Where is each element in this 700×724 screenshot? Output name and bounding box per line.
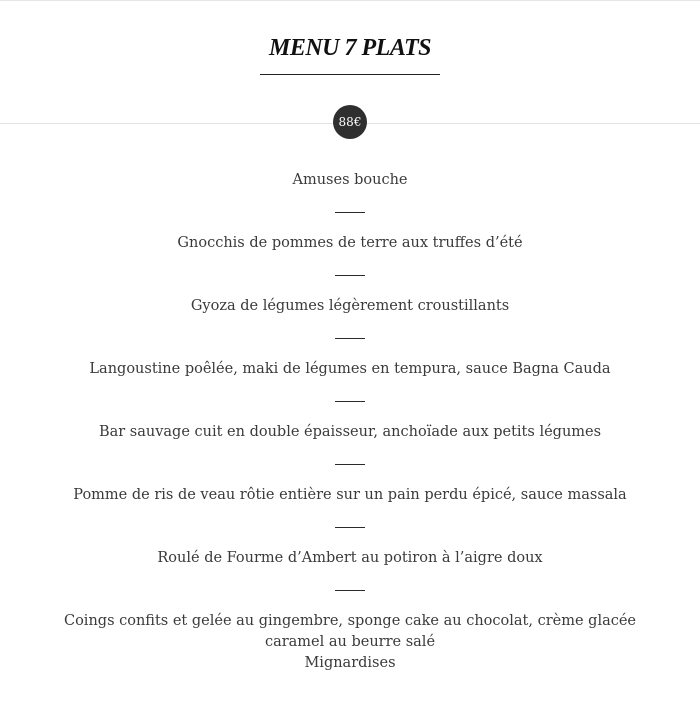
dish-separator xyxy=(335,590,365,591)
dish-separator xyxy=(335,212,365,213)
dish-item-4: Langoustine poêlée, maki de légumes en tempura, sauce Bagna Cauda xyxy=(89,361,611,377)
title-underline xyxy=(260,74,440,75)
dish-separator xyxy=(335,401,365,402)
dish-item-6: Pomme de ris de veau rôtie entière sur un pain perdu épicé, sauce massala xyxy=(73,487,627,503)
dish-item-2: Gnocchis de pommes de terre aux truffes d’été xyxy=(177,235,523,251)
dish-item-7: Roulé de Fourme d’Ambert au potiron à l’aigre doux xyxy=(157,550,543,566)
dish-item-5: Bar sauvage cuit en double épaisseur, anchoïade aux petits légumes xyxy=(98,424,602,440)
price-badge: 88€ xyxy=(333,105,367,139)
dish-item-1: Amuses bouche xyxy=(292,172,408,188)
dish-separator xyxy=(335,338,365,339)
dish-separator xyxy=(335,464,365,465)
dish-item-3: Gyoza de légumes légèrement croustillants xyxy=(190,298,510,314)
top-border xyxy=(0,0,700,1)
dish-item-8: Coings confits et gelée au gingembre, sponge cake au chocolat, crème glacée caramel au beurre salé xyxy=(63,613,637,650)
menu-title: MENU 7 PLATS xyxy=(268,35,432,61)
dish-separator xyxy=(335,275,365,276)
dish-separator xyxy=(335,527,365,528)
dish-item-9: Mignardises xyxy=(304,655,396,671)
